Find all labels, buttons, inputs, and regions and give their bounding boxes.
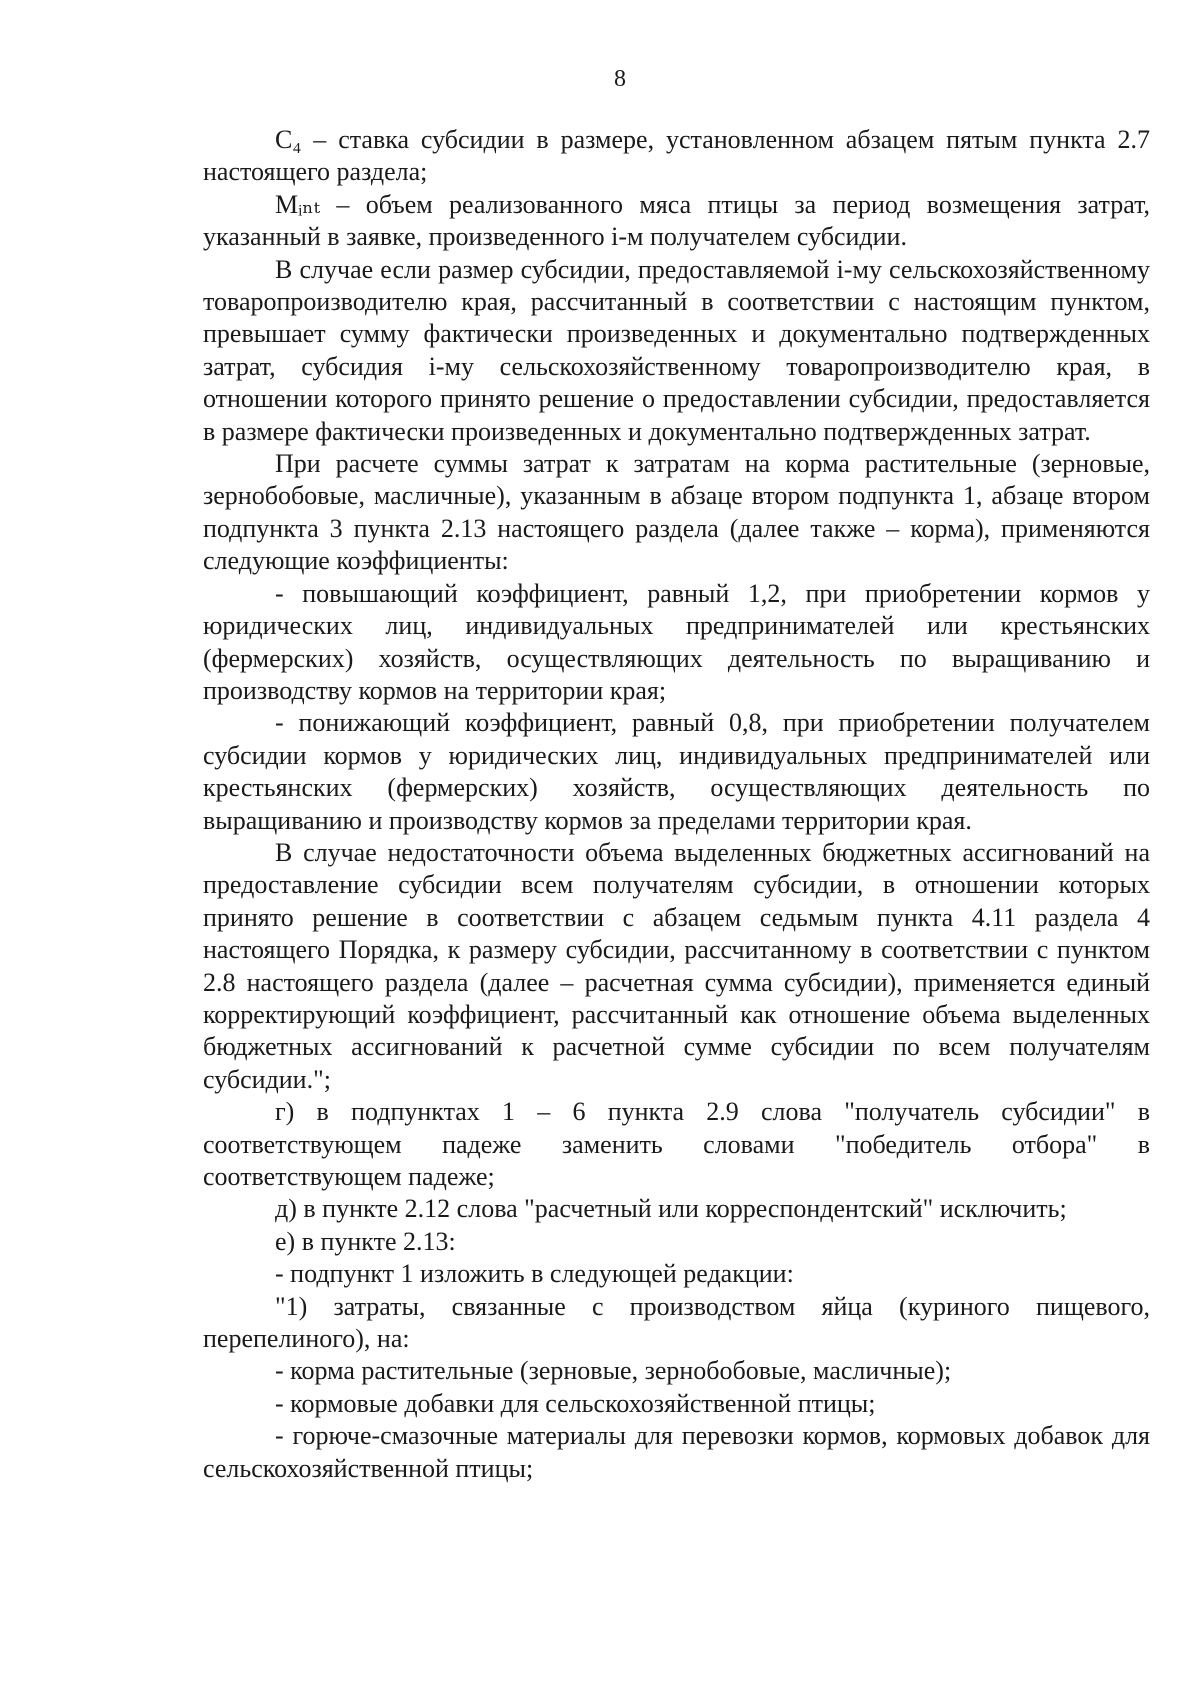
list-item-fuel-lubricants: - горюче-смазочные материалы для перевозки кормов, кормовых добавок для сельскохозяйственной птицы; [203, 1421, 1150, 1483]
paragraph-coefficients-intro: При расчете суммы затрат к затратам на корма растительные (зерновые, зернобобовые, масличные), указанным в абзаце втором подпункта 1, абзаце втором подпункта 3 пункта 2.13 настоящего раздела (далее также – корма), применяются следующие коэффициенты: [203, 449, 1150, 576]
paragraph-subitem-1: - подпункт 1 изложить в следующей редакции: [275, 1259, 794, 1289]
paragraph-excess-subsidy: В случае если размер субсидии, предоставляемой i-му сельскохозяйственному товаропроизводителю края, рассчитанный в соответствии с настоящим пунктом, превышает сумму фактически произведенных и документально подтвержденных затрат, субсидия i-му сельскохозяйственному товаропроизводителю края, в отношении которого принято решение о предоставлении субсидии, предоставляется в размере фактически произведенных и документально подтвержденных затрат. [203, 254, 1150, 446]
paragraph-mint-definition: Mᵢₙₜ – объем реализованного мяса птицы за период возмещения затрат, указанный в заявке, произведенного i-м получателем субсидии. [203, 189, 1150, 252]
list-item-feed-additives: - кормовые добавки для сельскохозяйственной птицы; [275, 1388, 876, 1418]
paragraph-decreasing-coefficient: - понижающий коэффициент, равный 0,8, при приобретении получателем субсидии кормов у юридических лиц, индивидуальных предпринимателей или крестьянских (фермерских) хозяйств, осуществляющих деятельность по выращиванию и производству кормов за пределами территории края. [203, 708, 1150, 835]
paragraph-increasing-coefficient: - повышающий коэффициент, равный 1,2, при приобретении кормов у юридических лиц, индивидуальных предпринимателей или крестьянских (фермерских) хозяйств, осуществляющих деятельность по выращиванию и производству кормов на территории края; [203, 578, 1150, 705]
page-number: 8 [614, 66, 626, 92]
paragraph-item-e: е) в пункте 2.13: [275, 1226, 456, 1256]
document-body [203, 124, 1150, 1485]
paragraph-item-g: г) в подпунктах 1 – 6 пункта 2.9 слова "получатель субсидии" в соответствующем падеже заменить словами "победитель отбора" в соответствующем падеже; [203, 1097, 1150, 1191]
paragraph-correcting-coefficient: В случае недостаточности объема выделенных бюджетных ассигнований на предоставление субсидии всем получателям субсидии, в отношении которых принято решение в соответствии с абзацем седьмым пункта 4.11 раздела 4 настоящего Порядка, к размеру субсидии, рассчитанному в соответствии с пунктом 2.8 настоящего раздела (далее – расчетная сумма субсидии), применяется единый корректирующий коэффициент, рассчитанный как отношение объема выделенных бюджетных ассигнований к расчетной сумме субсидии по всем получателям субсидии."; [203, 837, 1150, 1094]
paragraph-egg-costs: "1) затраты, связанные с производством яйца (куриного пищевого, перепелиного), на: [203, 1291, 1150, 1354]
list-item-plant-feed: - корма растительные (зерновые, зернобобовые, масличные); [275, 1356, 952, 1386]
paragraph-c4-definition: C₄ – ставка субсидии в размере, установленном абзацем пятым пункта 2.7 настоящего раздела; [203, 125, 1150, 187]
paragraph-item-d: д) в пункте 2.12 слова "расчетный или корреспондентский" исключить; [275, 1194, 1067, 1224]
